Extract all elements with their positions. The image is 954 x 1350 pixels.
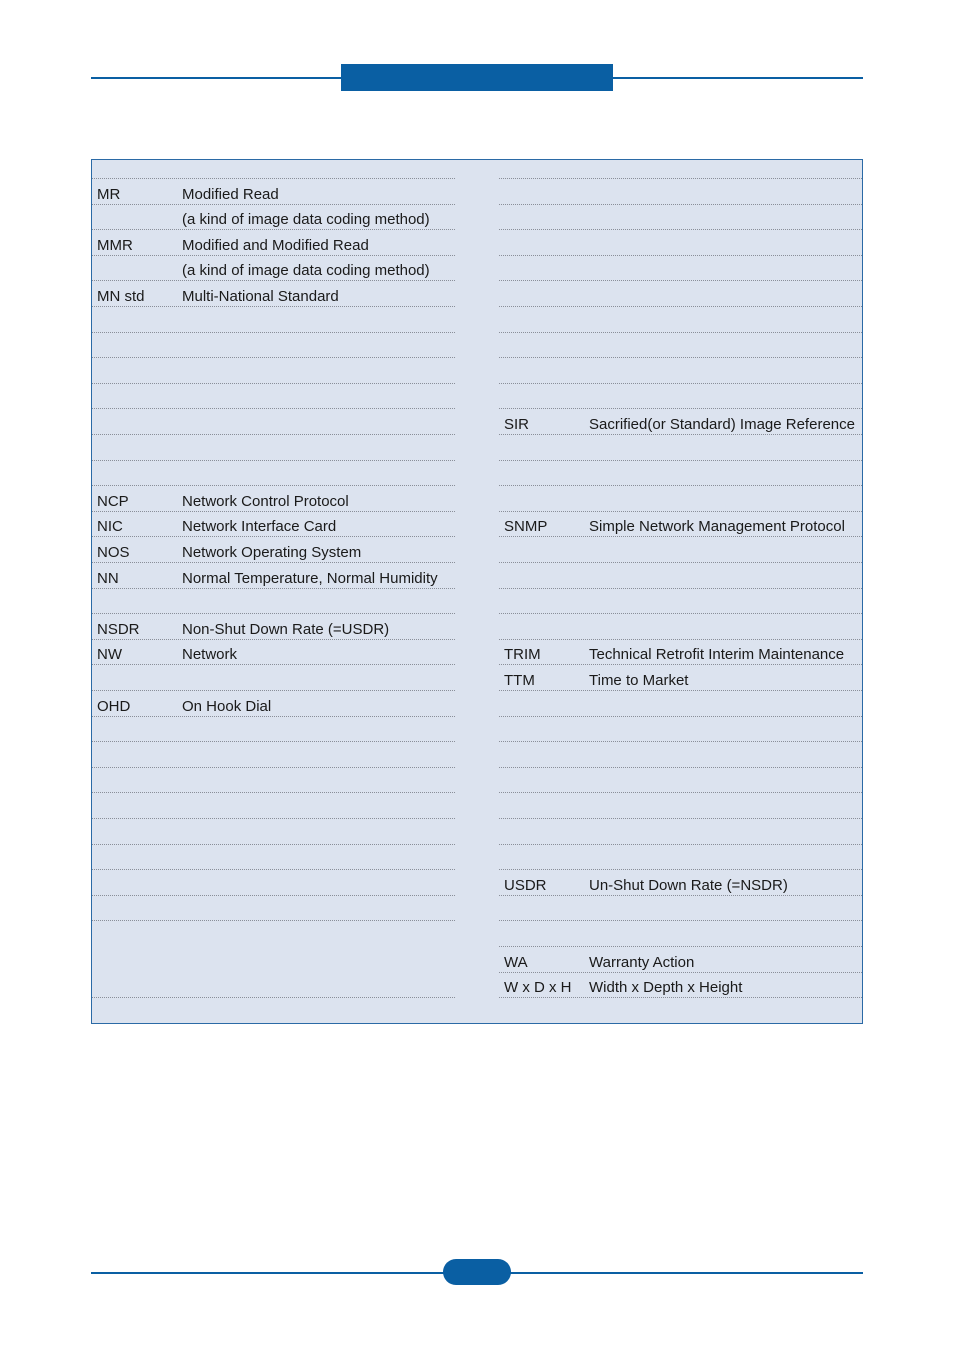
glossary-row (92, 563, 455, 589)
glossary-row (499, 640, 862, 666)
glossary-row (499, 742, 862, 768)
definition: Network (182, 646, 238, 664)
glossary-row (92, 435, 455, 461)
glossary-row (92, 845, 455, 871)
glossary-row (499, 409, 862, 435)
glossary-row (92, 589, 455, 615)
definition: On Hook Dial (182, 697, 272, 715)
glossary-row (499, 256, 862, 282)
glossary-row (499, 435, 862, 461)
glossary-row (499, 153, 862, 179)
glossary-row (92, 486, 455, 512)
glossary-row (499, 614, 862, 640)
glossary-row (92, 921, 455, 947)
abbreviation: TTM (504, 671, 535, 689)
page-number-badge (443, 1259, 511, 1285)
glossary-row (499, 947, 862, 973)
definition: Non-Shut Down Rate (=USDR) (182, 620, 390, 638)
definition: Normal Temperature, Normal Humidity (182, 569, 438, 587)
glossary-row (499, 845, 862, 871)
glossary-row (499, 921, 862, 947)
abbreviation: NOS (97, 543, 130, 561)
glossary-row (92, 153, 455, 179)
glossary-row (499, 281, 862, 307)
glossary-row (499, 486, 862, 512)
abbreviation: NSDR (97, 620, 140, 638)
glossary-row (92, 819, 455, 845)
glossary-row (92, 333, 455, 359)
glossary-row (92, 307, 455, 333)
glossary-row (499, 717, 862, 743)
glossary-row (92, 793, 455, 819)
glossary-row (92, 665, 455, 691)
glossary-row (92, 691, 455, 717)
definition: Modified Read (182, 185, 279, 203)
glossary-row (499, 461, 862, 487)
glossary-row (499, 205, 862, 231)
header-tab (341, 64, 613, 91)
glossary-row (92, 230, 455, 256)
glossary-row (499, 307, 862, 333)
glossary-row (92, 742, 455, 768)
definition: Warranty Action (589, 953, 695, 971)
glossary-row (92, 281, 455, 307)
definition: Network Control Protocol (182, 492, 349, 510)
glossary-row (92, 973, 455, 999)
glossary-row (499, 333, 862, 359)
abbreviation: TRIM (504, 646, 541, 664)
abbreviation: OHD (97, 697, 131, 715)
definition: Simple Network Management Protocol (589, 518, 845, 536)
glossary-row (92, 640, 455, 666)
glossary-table (91, 159, 863, 1024)
glossary-row (499, 384, 862, 410)
definition: (a kind of image data coding method) (182, 262, 430, 280)
glossary-row (92, 409, 455, 435)
definition: Modified and Modified Read (182, 236, 369, 254)
abbreviation: NN (97, 569, 119, 587)
glossary-row (499, 589, 862, 615)
abbreviation: NW (97, 646, 122, 664)
glossary-row (92, 947, 455, 973)
glossary-row (499, 512, 862, 538)
abbreviation: NIC (97, 518, 123, 536)
glossary-row (92, 614, 455, 640)
glossary-row (92, 256, 455, 282)
abbreviation: MN std (97, 287, 145, 305)
abbreviation: WA (504, 953, 528, 971)
definition: (a kind of image data coding method) (182, 211, 430, 229)
glossary-row (92, 896, 455, 922)
glossary-row (92, 205, 455, 231)
abbreviation: SNMP (504, 518, 548, 536)
glossary-row (499, 819, 862, 845)
abbreviation: MR (97, 185, 121, 203)
glossary-row (499, 537, 862, 563)
abbreviation: USDR (504, 876, 547, 894)
definition: Multi-National Standard (182, 287, 339, 305)
glossary-row (499, 896, 862, 922)
glossary-row (92, 870, 455, 896)
definition: Sacrified(or Standard) Image Reference (589, 415, 855, 433)
glossary-row (499, 870, 862, 896)
definition: Width x Depth x Height (589, 979, 743, 997)
glossary-row (92, 537, 455, 563)
glossary-row (499, 973, 862, 999)
abbreviation: MMR (97, 236, 133, 254)
glossary-row (92, 179, 455, 205)
glossary-row (499, 691, 862, 717)
glossary-row (92, 461, 455, 487)
glossary-row (499, 665, 862, 691)
glossary-row (499, 179, 862, 205)
abbreviation: SIR (504, 415, 530, 433)
glossary-row (92, 358, 455, 384)
definition: Un-Shut Down Rate (=NSDR) (589, 876, 788, 894)
glossary-row (92, 384, 455, 410)
glossary-row (92, 512, 455, 538)
definition: Network Interface Card (182, 518, 337, 536)
glossary-row (499, 768, 862, 794)
abbreviation: NCP (97, 492, 129, 510)
glossary-row (499, 230, 862, 256)
definition: Network Operating System (182, 543, 362, 561)
glossary-row (499, 358, 862, 384)
glossary-row (92, 717, 455, 743)
glossary-row (499, 563, 862, 589)
definition: Time to Market (589, 671, 689, 689)
glossary-row (92, 768, 455, 794)
glossary-row (499, 793, 862, 819)
abbreviation: W x D x H (504, 979, 572, 997)
definition: Technical Retrofit Interim Maintenance (589, 646, 845, 664)
